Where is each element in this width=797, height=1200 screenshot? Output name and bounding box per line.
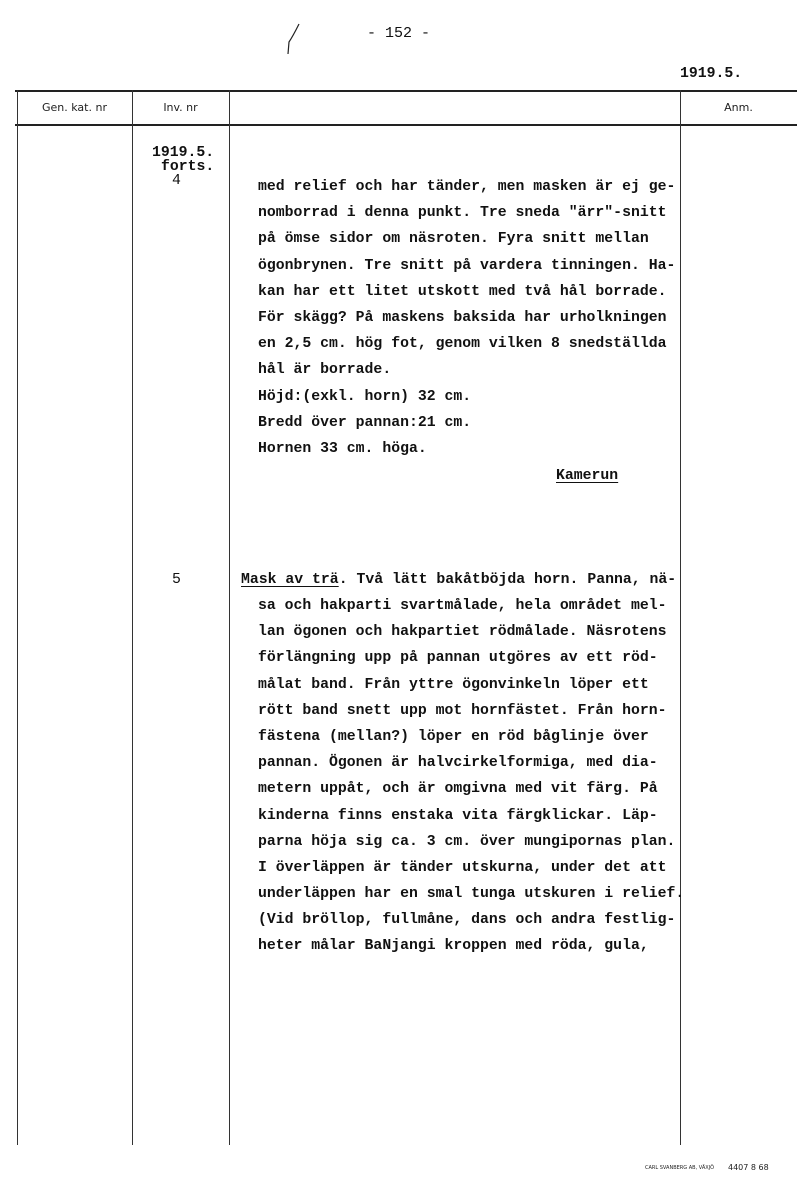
description-line: heter målar BaNjangi kroppen med röda, gula, <box>258 938 649 955</box>
description-line: målat band. Från yttre ögonvinkeln löper ett <box>258 676 649 693</box>
description-line: förlängning upp på pannan utgöres av ett röd- <box>258 650 658 667</box>
description-line: pannan. Ögonen är halvcirkelformiga, med dia- <box>258 755 658 772</box>
description-line: rött band snett upp mot hornfästet. Från horn- <box>258 702 667 719</box>
inv-line: 4 <box>172 173 181 189</box>
entry-5-first-line <box>241 572 676 588</box>
column-divider <box>229 90 230 1145</box>
description-line: För skägg? På maskens baksida har urholkningen <box>258 309 667 326</box>
description-line: Höjd:(exkl. horn) 32 cm. <box>258 388 472 405</box>
description-line: metern uppåt, och är omgivna med vit färg. På <box>258 781 658 798</box>
description-line: . Två lätt bakåtböjda horn. Panna, nä- <box>338 572 677 588</box>
description-line: hål är borrade. <box>258 362 392 379</box>
description-line: nomborrad i denna punkt. Tre sneda "ärr"-snitt <box>258 205 667 222</box>
inv-number-entry-4 <box>152 146 214 188</box>
description-line: en 2,5 cm. hög fot, genom vilken 8 snedställda <box>258 336 667 353</box>
entry-4-description <box>258 179 675 467</box>
description-line: på ömse sidor om näsroten. Fyra snitt mellan <box>258 231 649 248</box>
form-code: 4407 8 68 <box>728 1163 769 1172</box>
column-divider <box>132 90 133 1145</box>
header-gen-kat-nr: Gen. kat. nr <box>42 101 107 114</box>
description-line: ögonbrynen. Tre snitt på vardera tinningen. Ha- <box>258 257 676 274</box>
description-line: lan ögonen och hakpartiet rödmålade. Näsrotens <box>258 624 667 641</box>
printer-imprint: CARL SVANBERG AB, VÄXJÖ <box>645 1165 715 1171</box>
catalog-reference: 1919.5. <box>680 66 743 82</box>
pen-mark-icon <box>285 22 305 56</box>
header-anm: Anm. <box>724 101 753 114</box>
inv-line: 1919.5. <box>152 145 215 161</box>
entry-5-description <box>258 598 684 965</box>
description-line: Bredd över pannan:21 cm. <box>258 414 472 431</box>
description-line: parna höja sig ca. 3 cm. över mungipornas plan. <box>258 833 676 850</box>
location-label: Kamerun <box>556 468 619 484</box>
description-line: sa och hakparti svartmålade, hela området mel- <box>258 598 667 614</box>
description-line: kinderna finns enstaka vita färgklickar. Läp- <box>258 807 658 824</box>
header-inv-nr: Inv. nr <box>163 101 198 114</box>
description-line: kan har ett litet utskott med två hål borrade. <box>258 283 667 300</box>
description-line: Hornen 33 cm. höga. <box>258 440 427 457</box>
page-number: - 152 - <box>367 25 431 42</box>
description-line: med relief och har tänder, men masken är ej ge- <box>258 179 676 195</box>
description-line: underläppen har en smal tunga utskuren i relief. <box>258 886 685 903</box>
inv-line: forts. <box>161 159 215 175</box>
inv-number-entry-5: 5 <box>172 572 181 588</box>
description-line: fästena (mellan?) löper en röd båglinje över <box>258 728 649 745</box>
object-title: Mask av trä <box>241 572 339 588</box>
description-line: I överläppen är tänder utskurna, under det att <box>258 859 667 876</box>
column-divider <box>17 90 18 1145</box>
description-line: (Vid bröllop, fullmåne, dans och andra festlig- <box>258 912 676 929</box>
